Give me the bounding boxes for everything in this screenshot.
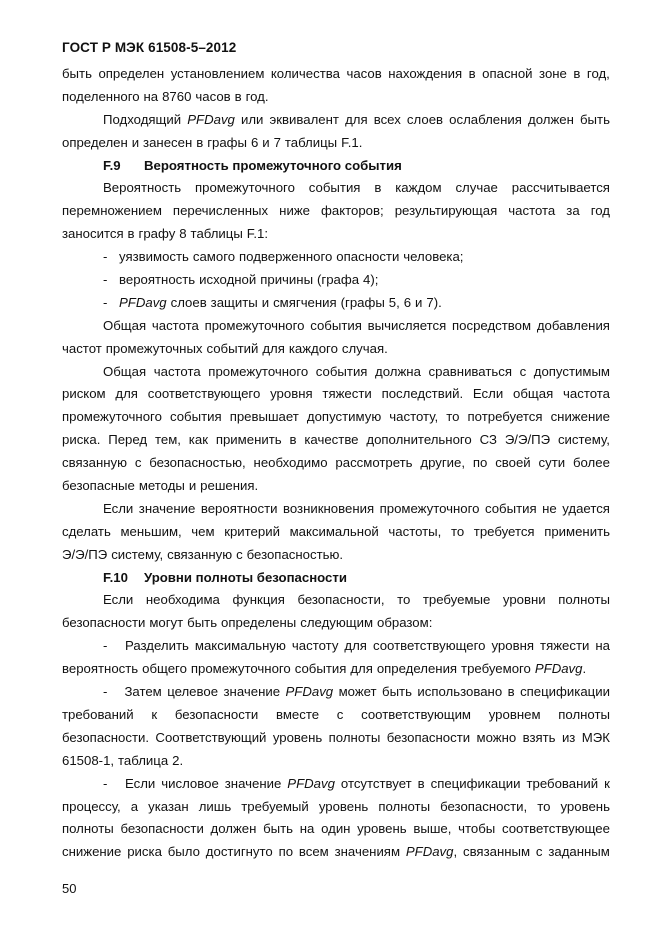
text-line: безопасные методы и решения. <box>62 478 259 494</box>
list-dash: - <box>103 775 108 791</box>
section-heading <box>62 155 610 178</box>
text-line: Э/Э/ПЭ систему, связанную с безопасностью. <box>62 546 344 562</box>
section-title: Уровни полноты безопасности <box>144 569 347 585</box>
text-line: риском для соответствующего уровня тяжести последствий. Если общая частота <box>62 386 610 402</box>
list-dash: - <box>103 684 108 700</box>
document-body <box>62 63 610 864</box>
text-line: Вероятность промежуточного события в каждом случае рассчитывается <box>103 180 610 196</box>
text-line: Общая частота промежуточного события вычисляется посредством добавления <box>103 317 610 333</box>
text-line: требований к безопасности вместе с соответствующим уровнем полноты <box>62 706 610 722</box>
text-line: поделенного на 8760 часов в год. <box>62 88 269 104</box>
section-number: F.9 <box>103 157 121 173</box>
text-line: риска. Перед тем, как применить в качестве дополнительного СЗ Э/Э/ПЭ систему, <box>62 432 610 448</box>
text-line: определен и занесен в графы 6 и 7 таблицы F.1. <box>62 134 363 150</box>
text-line: безопасности могут быть определены следующим образом: <box>62 615 433 631</box>
text-line: частот промежуточных событий для каждого случая. <box>62 340 388 356</box>
list-item: - PFDavg слоев защиты и смягчения (графы 5, 6 и 7). <box>62 292 610 315</box>
list-item: - вероятность исходной причины (графа 4); <box>62 269 610 292</box>
text-line: промежуточного события превышает допустимую частоту, то потребуется снижение <box>62 409 610 425</box>
text-line: снижение риска было достигнуто по всем значениям PFDavg, связанным с заданным <box>62 844 610 860</box>
text-line: Если значение вероятности возникновения промежуточного события не удается <box>103 500 610 516</box>
text-line: Подходящий PFDavg или эквивалент для всех слоев ослабления должен быть <box>103 111 610 127</box>
list-dash: - <box>103 272 108 288</box>
list-item: - Если числовое значение PFDavg отсутствует в спецификации требований к <box>62 773 610 796</box>
list-item: - уязвимость самого подверженного опасности человека; <box>62 246 610 269</box>
section-number: F.10 <box>103 569 128 585</box>
text-line: процессу, а указан лишь требуемый уровень полноты безопасности, то уровень <box>62 798 610 814</box>
text-line: быть определен установлением количества часов нахождения в опасной зоне в год, <box>62 66 610 81</box>
text-line: 61508-1, таблица 2. <box>62 752 184 768</box>
text-line: перемножением перечисленных ниже факторов; результирующая частота за год <box>62 203 610 219</box>
standard-header: ГОСТ Р МЭК 61508-5–2012 <box>62 40 237 55</box>
list-dash: - <box>103 638 108 654</box>
text-line: безопасности. Соответствующий уровень полноты безопасности можно взять из МЭК <box>62 729 610 745</box>
list-dash: - <box>103 249 108 265</box>
page-number: 50 <box>62 881 77 896</box>
text-line: Общая частота промежуточного события должна сравниваться с допустимым <box>103 363 610 379</box>
text-line: полноты безопасности должен быть на один уровень выше, чтобы соответствующее <box>62 821 610 837</box>
text-line: заносится в графу 8 таблицы F.1: <box>62 226 269 242</box>
text-line: сделать меньшим, чем критерий максимальной частоты, то требуется применить <box>62 523 610 539</box>
text-line: вероятность общего промежуточного события для определения требуемого PFDavg. <box>62 661 587 677</box>
list-item: - Затем целевое значение PFDavg может быть использовано в спецификации <box>62 681 610 704</box>
list-item: - Разделить максимальную частоту для соответствующего уровня тяжести на <box>62 635 610 658</box>
text-line: Если необходима функция безопасности, то требуемые уровни полноты <box>103 592 610 608</box>
section-title: Вероятность промежуточного события <box>144 157 402 173</box>
text-line: связанную с безопасностью, необходимо рассмотреть другие, по своей сути более <box>62 455 610 471</box>
section-heading <box>62 567 610 590</box>
list-dash: - <box>103 294 108 310</box>
